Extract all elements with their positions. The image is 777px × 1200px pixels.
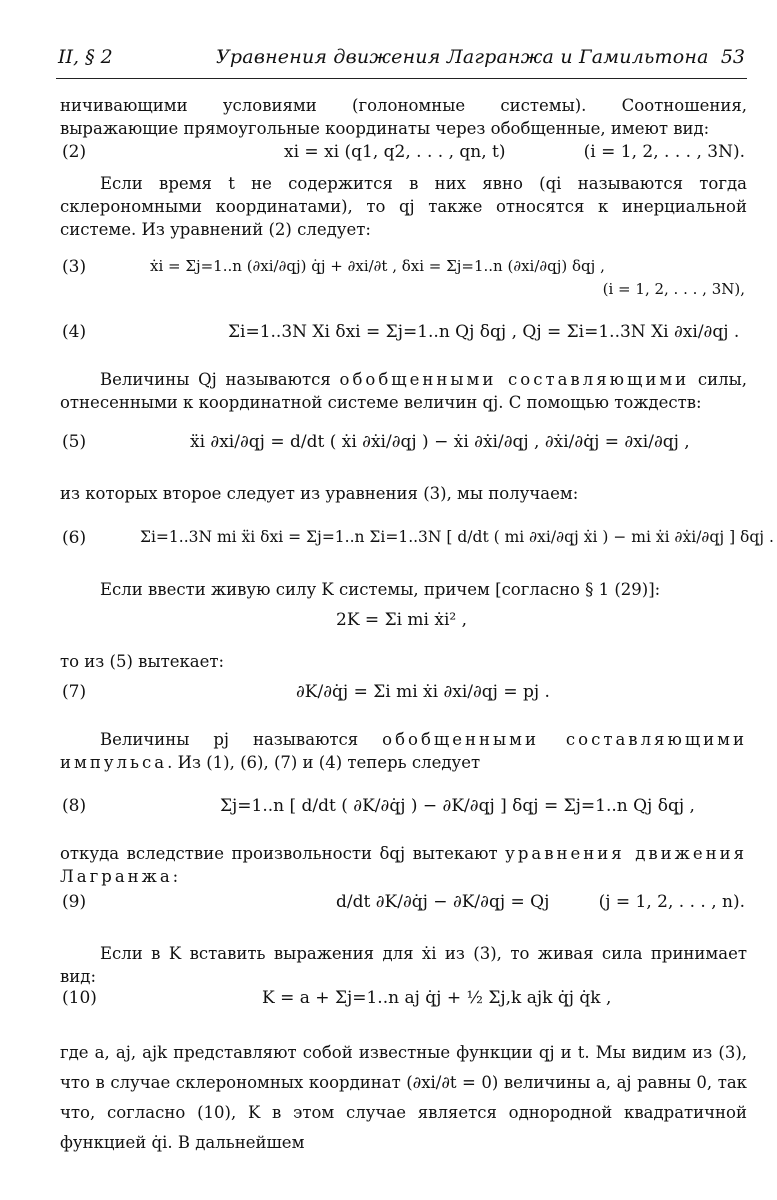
equation-3: ẋi = Σj=1..n (∂xi/∂qj) q̇j + ∂xi/∂t , δxi = Σj=1..n (∂xi/∂qj) δqj , [150,257,605,275]
paragraph-10: где a, aj, ajk представляют собой известные функции qj и t. Мы видим из (3), что в случае склерономных координат (∂xi/∂t = 0) величины a, aj равны 0, так что, согласно (10), K в этом случае является однородной квадратичной функцией q̇i. В дальнейшем [60,1043,747,1152]
running-header [58,46,745,76]
paragraph-9: Если в K вставить выражения для ẋi из (3), то живая сила принимает вид: [60,944,747,986]
eq-cond-3: (i = 1, 2, . . . , 3N), [602,280,745,298]
equation-2: xi = xi (q1, q2, . . . , qn, t) [284,142,506,162]
paragraph-7-a: Величины pj называются [100,730,383,749]
eq-label-10: (10) [62,988,97,1008]
paragraph-3-a: Величины Qj называются [100,370,340,389]
equation-4: Σi=1..3N Xi δxi = Σj=1..n Qj δqj , Qj = Σi=1..3N Xi ∂xi/∂qj . [228,322,740,342]
paragraph-3 [60,368,747,414]
paragraph-2: Если время t не содержится в них явно (qi называются тогда склерономными координатами), то qj также относятся к инерциальной системе. Из уравнений (2) следует: [60,174,747,239]
paragraph-4: из которых второе следует из уравнения (3), мы получаем: [60,484,579,503]
paragraph-3-spaced: обобщенными составляющими [339,370,690,389]
eq-label-3: (3) [62,257,87,277]
eq-cond-2: (i = 1, 2, . . . , 3N). [583,142,745,162]
eq-cond-9: (j = 1, 2, . . . , n). [598,892,745,912]
paragraph-1: ничивающими условиями (голономные системы). Соотношения, выражающие прямоугольные координаты через обобщенные, имеют вид: [60,96,747,138]
paragraph-7-b: . Из (1), (6), (7) и (4) теперь следует [167,753,481,772]
page-number: 53 [720,46,745,68]
running-title: Уравнения движения Лагранжа и Гамильтона [216,46,709,68]
equation-7: ∂K/∂q̇j = Σi mi ẋi ∂xi/∂qj = pj . [296,682,550,702]
eq-label-5: (5) [62,432,87,452]
equation-9: d/dt ∂K/∂q̇j − ∂K/∂qj = Qj [336,892,550,912]
paragraph-8-b: : [172,867,179,886]
paragraph-5: Если ввести живую силу K системы, причем [согласно § 1 (29)]: [100,580,661,599]
paragraph-6: то из (5) вытекает: [60,652,225,671]
equation-6: Σi=1..3N mi ẍi δxi = Σj=1..n Σi=1..3N [ d/dt ( mi ∂xi/∂qj ẋi ) − mi ẋi ∂ẋi/∂qj ] δqj . [140,528,774,546]
eq-label-2: (2) [62,142,87,162]
equation-5: ẍi ∂xi/∂qj = d/dt ( ẋi ∂ẋi/∂qj ) − ẋi ∂ẋi/∂qj , ∂ẋi/∂q̇j = ∂xi/∂qj , [190,432,690,452]
eq-label-7: (7) [62,682,87,702]
paragraph-7 [60,728,747,774]
equation-K: 2K = Σi mi ẋi² , [336,610,468,630]
paragraph-8-a: откуда вследствие произвольности δqj вытекают [60,844,506,863]
eq-label-6: (6) [62,528,87,548]
header-rule [56,78,747,79]
paragraph-8 [60,842,747,888]
paragraph-7-spaced: обобщенными составляющими импульса [60,730,747,772]
eq-label-8: (8) [62,796,87,816]
eq-label-4: (4) [62,322,87,342]
equation-8: Σj=1..n [ d/dt ( ∂K/∂q̇j ) − ∂K/∂qj ] δqj = Σj=1..n Qj δqj , [220,796,695,816]
section-ref: II, § 2 [58,46,113,68]
eq-label-9: (9) [62,892,87,912]
equation-10: K = a + Σj=1..n aj q̇j + ½ Σj,k ajk q̇j q̇k , [262,988,612,1008]
paragraph-8-spaced: уравнения движения Лагранжа [60,844,747,886]
paragraph-3-b: силы, отнесенными к координатной системе величин qj. С помощью тождеств: [60,370,747,412]
